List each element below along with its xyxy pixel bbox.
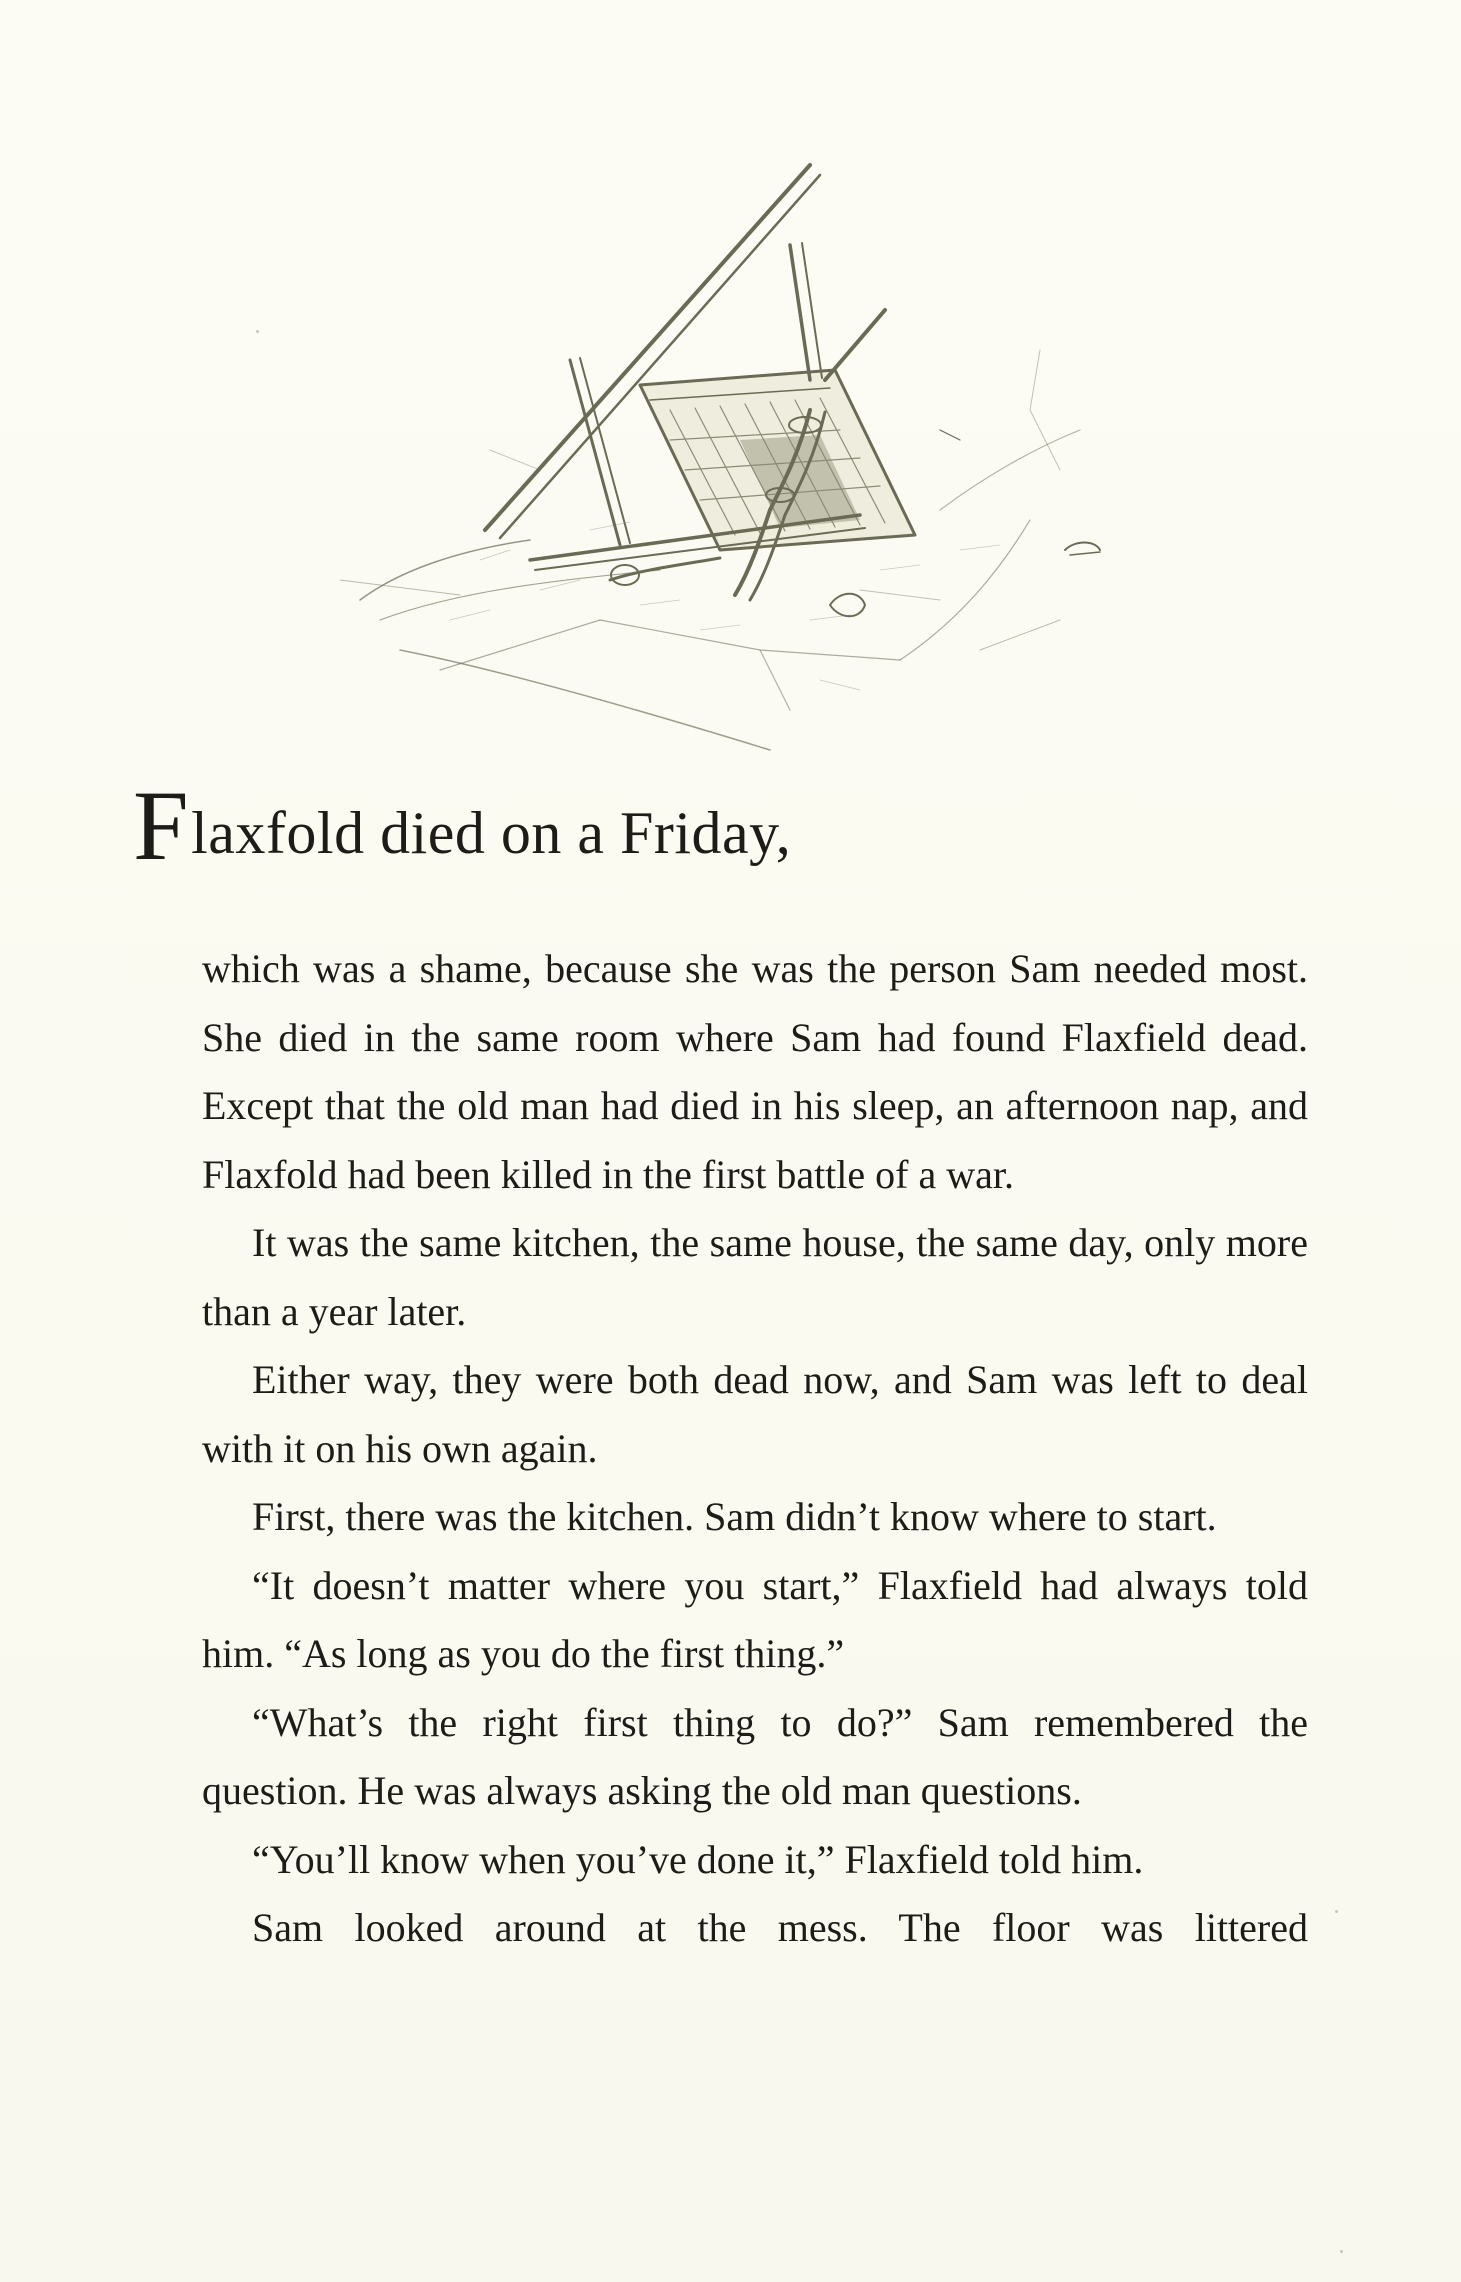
chapter-heading	[133, 770, 792, 881]
chapter-heading-text: laxfold died on a Friday,	[191, 800, 792, 866]
paragraph: “You’ll know when you’ve done it,” Flaxfield told him.	[252, 1836, 1144, 1882]
body-text	[202, 935, 1308, 1963]
paragraph: Sam looked around at the mess. The floor was littered	[252, 1905, 1308, 1950]
paragraph: “It doesn’t matter where you start,” Flaxfield had always told him. “As long as you do the first thing.”	[202, 1562, 1308, 1676]
broken-chair-illustration	[340, 150, 1140, 770]
drop-cap: F	[133, 770, 190, 881]
paragraph: which was a shame, because she was the person Sam needed most. She died in the same room where Sam had found Flaxfield dead. Except that the old man had died in his sleep, an afternoon nap, and Flaxfold had been killed in the first battle of a war.	[202, 946, 1308, 1197]
paper-speck	[1335, 1910, 1338, 1913]
paragraph: Either way, they were both dead now, and Sam was left to deal with it on his own again.	[202, 1357, 1308, 1471]
paragraph: “What’s the right first thing to do?” Sam remembered the question. He was always asking the old man questions.	[202, 1699, 1308, 1813]
paper-speck	[256, 330, 259, 333]
paper-speck	[1340, 2250, 1343, 2253]
paragraph: It was the same kitchen, the same house, the same day, only more than a year later.	[202, 1220, 1308, 1334]
paragraph: First, there was the kitchen. Sam didn’t know where to start.	[252, 1494, 1217, 1539]
